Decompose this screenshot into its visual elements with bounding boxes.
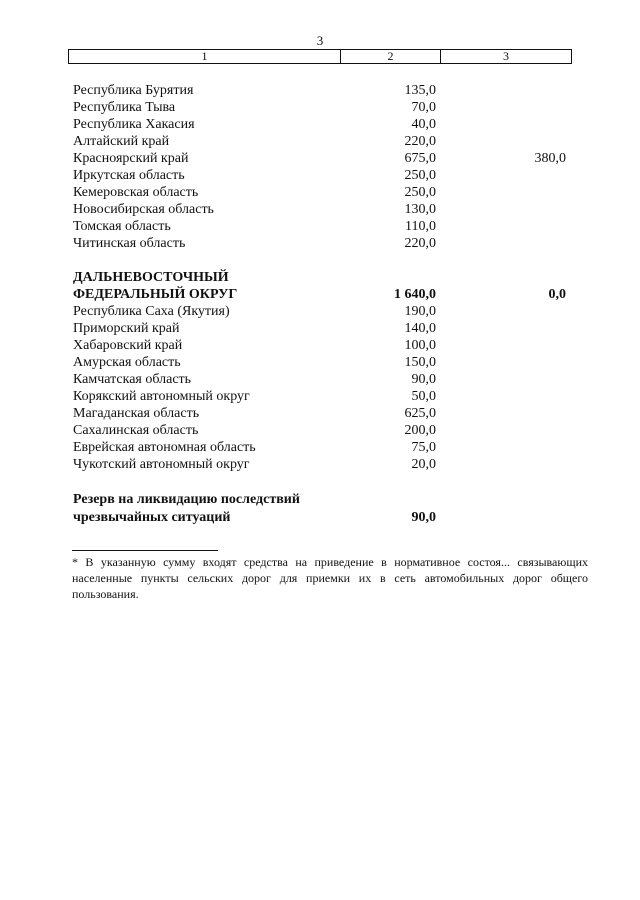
amount-col2: 200,0 <box>404 423 436 438</box>
district-title-line1: ДАЛЬНЕВОСТОЧНЫЙ <box>73 270 229 285</box>
table-header <box>68 49 572 64</box>
reserve-row-line2 <box>0 509 640 526</box>
amount-col2: 100,0 <box>404 338 436 353</box>
region-name: Чукотский автономный округ <box>73 457 250 472</box>
amount-col2: 250,0 <box>404 168 436 183</box>
table-row <box>0 422 640 439</box>
table-row <box>0 99 640 116</box>
region-name: Хабаровский край <box>73 338 183 353</box>
footnote-divider <box>72 550 218 551</box>
table-row <box>0 354 640 371</box>
table-row <box>0 150 640 167</box>
region-name: Новосибирская область <box>73 202 214 217</box>
region-name: Красноярский край <box>73 151 189 166</box>
amount-col2: 220,0 <box>404 134 436 149</box>
amount-col2: 110,0 <box>405 219 436 234</box>
region-name: Республика Бурятия <box>73 83 194 98</box>
table-row <box>0 184 640 201</box>
table-row <box>0 133 640 150</box>
table-row <box>0 320 640 337</box>
table-row <box>0 218 640 235</box>
reserve-label-line2: чрезвычайных ситуаций <box>73 510 231 525</box>
amount-col2: 135,0 <box>404 83 436 98</box>
amount-col2: 20,0 <box>411 457 436 472</box>
header-col-2: 2 <box>341 50 441 63</box>
footnote-text: * В указанную сумму входят средства на приведение в нормативное состоя... связывающих населенные пункты сельских дорог для приемки их в сеть автомобильных дорог общего пользования. <box>72 555 588 601</box>
region-name: Амурская область <box>73 355 181 370</box>
region-name: Республика Саха (Якутия) <box>73 304 230 319</box>
table-row <box>0 167 640 184</box>
region-name: Алтайский край <box>73 134 170 149</box>
district-title-row <box>0 269 640 286</box>
region-name: Иркутская область <box>73 168 185 183</box>
region-name: Республика Тыва <box>73 100 176 115</box>
table-row <box>0 371 640 388</box>
amount-col2: 190,0 <box>404 304 436 319</box>
reserve-amount: 90,0 <box>411 510 436 525</box>
amount-col2: 250,0 <box>404 185 436 200</box>
region-name: Приморский край <box>73 321 180 336</box>
region-name: Республика Хакасия <box>73 117 195 132</box>
amount-col2: 130,0 <box>404 202 436 217</box>
amount-col2: 150,0 <box>404 355 436 370</box>
amount-col3: 380,0 <box>534 151 566 166</box>
region-name: Камчатская область <box>73 372 192 387</box>
table-row <box>0 456 640 473</box>
header-col-3: 3 <box>503 49 509 63</box>
district-total-col3: 0,0 <box>548 287 566 302</box>
page-number: 3 <box>316 33 324 48</box>
district-title-line2: ФЕДЕРАЛЬНЫЙ ОКРУГ <box>73 287 238 302</box>
amount-col2: 40,0 <box>411 117 436 132</box>
region-name: Кемеровская область <box>73 185 199 200</box>
table-row <box>0 337 640 354</box>
region-name: Еврейская автономная область <box>73 440 256 455</box>
amount-col2: 625,0 <box>404 406 436 421</box>
district-total-col2: 1 640,0 <box>394 287 436 302</box>
table-row <box>0 303 640 320</box>
reserve-row-line1 <box>0 491 640 508</box>
amount-col2: 50,0 <box>411 389 436 404</box>
region-name: Сахалинская область <box>73 423 199 438</box>
region-name: Томская область <box>73 219 171 234</box>
table-row <box>0 82 640 99</box>
amount-col2: 70,0 <box>411 100 436 115</box>
table-row <box>0 388 640 405</box>
district-total-row <box>0 286 640 303</box>
region-name: Корякский автономный округ <box>73 389 250 404</box>
amount-col2: 140,0 <box>404 321 436 336</box>
region-name: Магаданская область <box>73 406 200 421</box>
header-col-1: 1 <box>69 50 341 63</box>
amount-col2: 675,0 <box>404 151 436 166</box>
table-row <box>0 201 640 218</box>
table-row <box>0 235 640 252</box>
reserve-label-line1: Резерв на ликвидацию последствий <box>73 492 300 507</box>
amount-col2: 220,0 <box>404 236 436 251</box>
table-row <box>0 405 640 422</box>
amount-col2: 75,0 <box>411 440 436 455</box>
region-name: Читинская область <box>73 236 186 251</box>
table-row <box>0 439 640 456</box>
table-row <box>0 116 640 133</box>
amount-col2: 90,0 <box>411 372 436 387</box>
